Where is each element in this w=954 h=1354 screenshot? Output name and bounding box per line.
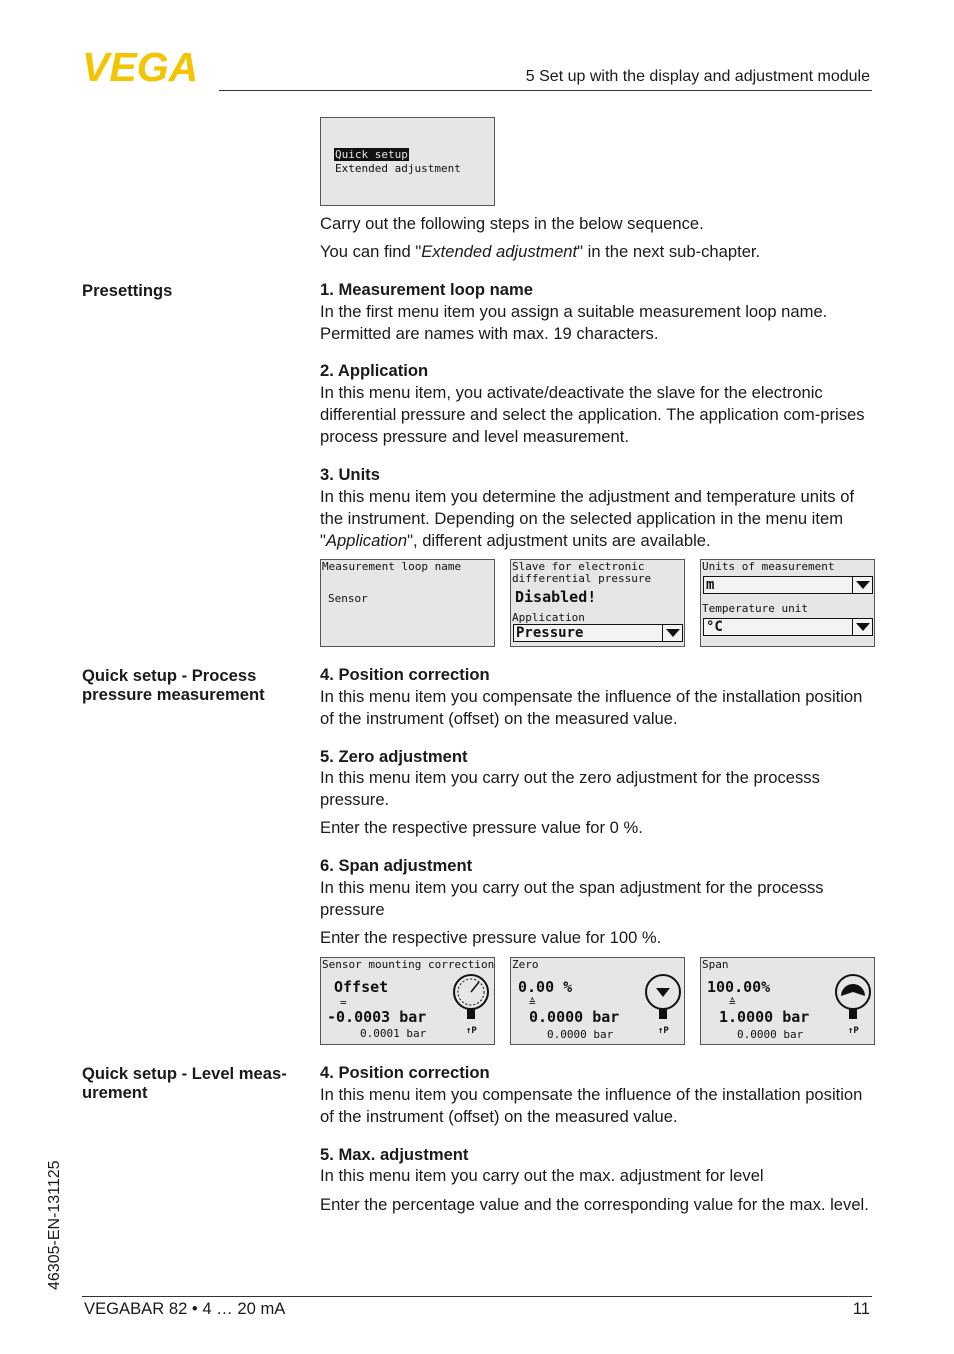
footer-divider	[82, 1296, 872, 1297]
lcd-application	[510, 559, 685, 647]
pressure-gauge-icon	[643, 972, 685, 1036]
application-dropdown-value: Pressure	[516, 625, 584, 641]
lcd-title: Sensor mounting correction	[322, 958, 495, 971]
lcd-temp-title: Temperature unit	[702, 602, 808, 615]
step-5-title: 5. Zero adjustment	[320, 747, 468, 766]
temperature-dropdown-value: °C	[706, 619, 723, 635]
chevron-down-icon	[852, 619, 872, 635]
gauge-arrow-label: ↑P	[848, 1026, 859, 1036]
lcd-zero-sub: 0.0000 bar	[547, 1028, 614, 1041]
step-3-title: 3. Units	[320, 465, 380, 484]
step-6-title: 6. Span adjustment	[320, 856, 473, 875]
lcd-measurement-loop-name	[320, 559, 495, 647]
application-dropdown[interactable]	[513, 624, 683, 642]
step-5-enter: Enter the respective pressure value for 0 %.	[320, 818, 643, 837]
lcd-units-title: Units of measurement	[702, 560, 835, 573]
logo-text: VEGA	[82, 50, 199, 84]
lcd-offset-value: -0.0003 bar	[327, 1008, 427, 1026]
document-id: 46305-EN-131125	[46, 1160, 63, 1290]
gauge-arrow-label: ↑P	[658, 1026, 669, 1036]
units-dropdown[interactable]	[703, 576, 873, 594]
side-label-presettings: Presettings	[82, 281, 173, 300]
chevron-down-icon	[662, 625, 682, 641]
lcd-span	[700, 957, 875, 1045]
level-step-5-enter: Enter the percentage value and the corresponding value for the max. level.	[320, 1195, 869, 1214]
lcd-title-line-1: Slave for electronic	[512, 560, 645, 573]
level-step-5-title: 5. Max. adjustment	[320, 1145, 469, 1164]
step-1-text: In the first menu item you assign a suitable measurement loop name. Permitted are names with max. 19 characters.	[320, 302, 828, 343]
lcd-zero-value: 0.0000 bar	[529, 1008, 620, 1026]
lcd-title: Span	[702, 958, 729, 971]
side-label-process: Quick setup - Process pressure measurement	[82, 666, 265, 704]
step-6-text: In this menu item you carry out the span adjustment for the processs pressure	[320, 878, 824, 919]
lcd-equals: ≙	[529, 996, 536, 1009]
step-4-title: 4. Position correction	[320, 665, 490, 684]
step-2-text: In this menu item, you activate/deactivate the slave for the electronic differential pressure and select the application. The application com-prises process pressure and level measurement.	[320, 383, 865, 446]
units-dropdown-value: m	[706, 577, 715, 593]
step-3-text: In this menu item you determine the adjustment and temperature units of the instrument. Depending on the selected application in the menu item "Application", different adjustment units are available.	[320, 487, 855, 550]
side-label-level: Quick setup - Level meas-urement	[82, 1064, 287, 1102]
level-step-4-text: In this menu item you compensate the influence of the installation position of the instrument (offset) on the measured value.	[320, 1085, 863, 1126]
menu-item-extended-adjustment: Extended adjustment	[335, 162, 461, 175]
lcd-zero	[510, 957, 685, 1045]
lcd-equals: =	[340, 996, 347, 1009]
pressure-gauge-icon	[451, 972, 495, 1036]
level-step-5-text: In this menu item you carry out the max. adjustment for level	[320, 1166, 764, 1185]
lcd-equals: ≙	[729, 996, 736, 1009]
step-1-title: 1. Measurement loop name	[320, 280, 534, 299]
vega-logo	[82, 50, 212, 89]
lcd-span-pct: 100.00%	[707, 978, 771, 996]
intro-line-2: You can find "Extended adjustment" in the next sub-chapter.	[320, 242, 761, 261]
step-6-enter: Enter the respective pressure value for 100 %.	[320, 928, 662, 947]
menu-item-quick-setup: Quick setup	[335, 148, 408, 161]
footer-product: VEGABAR 82 • 4 … 20 mA	[84, 1299, 286, 1318]
section-title: 5 Set up with the display and adjustment module	[525, 68, 870, 85]
lcd-title: Zero	[512, 958, 539, 971]
lcd-value-sensor: Sensor	[328, 592, 368, 605]
level-step-4-title: 4. Position correction	[320, 1063, 490, 1082]
lcd-value-disabled: Disabled!	[515, 588, 597, 606]
lcd-span-sub: 0.0000 bar	[737, 1028, 804, 1041]
chevron-down-icon	[852, 577, 872, 593]
intro-line-1: Carry out the following steps in the below sequence.	[320, 214, 704, 233]
lcd-offset	[320, 957, 495, 1045]
lcd-units	[700, 559, 875, 647]
header-divider	[219, 90, 872, 91]
lcd-span-value: 1.0000 bar	[719, 1008, 810, 1026]
lcd-main-menu	[320, 117, 495, 206]
lcd-title: Measurement loop name	[322, 560, 462, 573]
lcd-offset-label: Offset	[334, 978, 389, 996]
pressure-gauge-icon	[833, 972, 875, 1036]
gauge-arrow-label: ↑P	[466, 1026, 477, 1036]
lcd-zero-pct: 0.00 %	[518, 978, 573, 996]
lcd-application-label: Application	[512, 611, 585, 624]
step-2-title: 2. Application	[320, 361, 429, 380]
temperature-dropdown[interactable]	[703, 618, 873, 636]
page-number: 11	[852, 1299, 870, 1318]
lcd-title-line-2: differential pressure	[512, 572, 652, 585]
step-4-text: In this menu item you compensate the influence of the installation position of the instrument (offset) on the measured value.	[320, 687, 863, 728]
lcd-offset-sub: 0.0001 bar	[360, 1027, 427, 1040]
step-5-text: In this menu item you carry out the zero adjustment for the processs pressure.	[320, 768, 820, 809]
